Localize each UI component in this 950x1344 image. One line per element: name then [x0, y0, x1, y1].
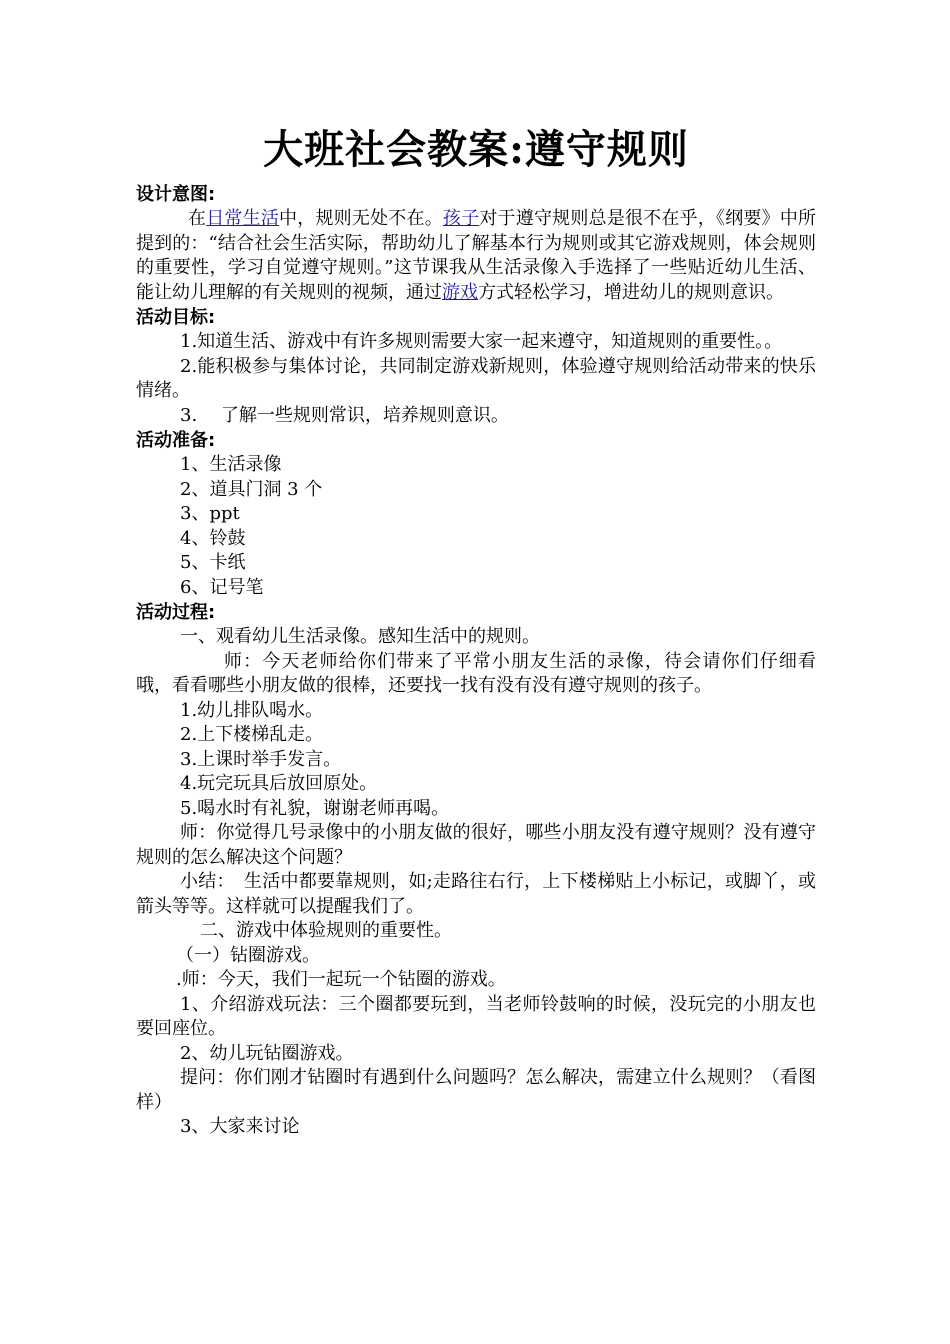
- video-item: 5.喝水时有礼貌，谢谢老师再喝。: [180, 797, 450, 819]
- intent-text-3: 对于遵守规则总是很不在乎，《纲要》中所提到的：“结合社会生活实际，帮助幼儿了解基本行为规则或其它游戏规则，体会规则的重要性，学习自觉遵守规则。”这节课我从生活录像入手选择了一些贴近幼儿生活、能让幼儿理解的有关规则的视频，通过: [136, 208, 817, 303]
- section-heading-process: 活动过程:: [136, 602, 216, 623]
- game-play: 2、幼儿玩钻圈游戏。: [180, 1042, 354, 1064]
- link-daily-life[interactable]: 日常生活: [206, 208, 280, 229]
- intent-paragraph: [136, 207, 816, 305]
- goal-item: 3. 了解一些规则常识，培养规则意识。: [180, 404, 509, 426]
- discussion-question: 提问：你们刚才钻圈时有遇到什么问题吗？怎么解决，需建立什么规则？（看图样）: [136, 1067, 816, 1113]
- video-item: 2.上下楼梯乱走。: [180, 724, 324, 745]
- prep-item: 4、铃鼓: [180, 527, 246, 549]
- video-item: 3.上课时举手发言。: [180, 748, 342, 770]
- section-heading-intent: 设计意图:: [136, 184, 216, 205]
- document-page: [136, 120, 816, 1140]
- intent-text-4: 方式轻松学习，增进幼儿的规则意识。: [478, 281, 784, 303]
- prep-item: 3、ppt: [180, 503, 240, 524]
- game-rules: 1、介绍游戏玩法：三个圈都要玩到，当老师铃鼓响的时候，没玩完的小朋友也要回座位。: [136, 993, 816, 1039]
- summary-paragraph: 小结： 生活中都要靠规则，如;走路往右行，上下楼梯贴上小标记，或脚丫，或箭头等等。这样就可以提醒我们了。: [136, 871, 816, 917]
- prep-item: 5、卡纸: [180, 552, 246, 573]
- teacher-intro: .师：今天，我们一起玩一个钻圈的游戏。: [176, 969, 506, 990]
- goal-item: 1.知道生活、游戏中有许多规则需要大家一起来遵守，知道规则的重要性。。: [180, 331, 783, 352]
- prep-item: 2、道具门洞 3 个: [180, 478, 323, 500]
- intent-text-2: 中，规则无处不在。: [279, 208, 443, 229]
- section-heading-prep: 活动准备:: [136, 430, 216, 451]
- goal-item: 2.能积极参与集体讨论，共同制定游戏新规则，体验遵守规则给活动带来的快乐情绪。: [136, 355, 816, 401]
- link-games[interactable]: 游戏: [442, 281, 478, 303]
- prep-item: 1、生活录像: [180, 454, 282, 475]
- video-item: 4.玩完玩具后放回原处。: [180, 773, 378, 794]
- ring-game-heading: （一）钻圈游戏。: [176, 944, 320, 966]
- group-discussion: 3、大家来讨论: [180, 1116, 300, 1137]
- prep-item: 6、记号笔: [180, 576, 264, 598]
- process-step-2: 二、游戏中体验规则的重要性。: [200, 920, 452, 941]
- document-title: 大班社会教案:遵守规则: [263, 126, 689, 173]
- video-item: 1.幼儿排队喝水。: [180, 699, 324, 721]
- intent-text-1: 在: [188, 208, 207, 229]
- link-children[interactable]: 孩子: [442, 208, 480, 229]
- process-step-1: 一、观看幼儿生活录像。感知生活中的规则。: [180, 626, 540, 647]
- teacher-speech: 师：今天老师给你们带来了平常小朋友生活的录像，待会请你们仔细看哦，看看哪些小朋友做的很棒，还要找一找有没有没有遵守规则的孩子。: [136, 650, 816, 696]
- section-heading-goals: 活动目标:: [136, 307, 216, 328]
- teacher-question: 师：你觉得几号录像中的小朋友做的很好，哪些小朋友没有遵守规则？没有遵守规则的怎么解决这个问题？: [136, 822, 816, 868]
